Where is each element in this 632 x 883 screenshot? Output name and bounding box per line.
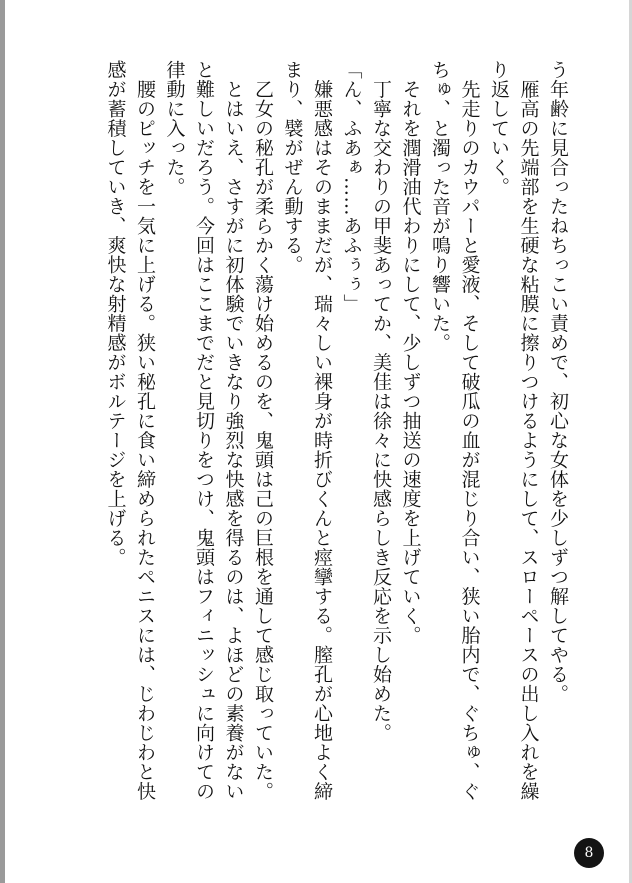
text-line: う年齢に見合ったねちっこい責めで、初心な女体を少しずつ解してやる。 <box>547 60 569 704</box>
text-line: 雁高の先端部を生硬な粘膜に擦りつけるようにして、スローペースの出し入れを繰 <box>517 60 540 801</box>
page-left-edge <box>0 0 5 883</box>
text-line: ちゅ、と濁った音が鳴り響いた。 <box>429 60 451 353</box>
text-line: まり、襞がぜん動する。 <box>281 60 304 275</box>
text-line: 律動に入った。 <box>163 60 186 197</box>
text-line: それを潤滑油代わりにして、少しずつ抽送の速度を上げていく。 <box>399 60 422 645</box>
text-line: 嫌悪感はそのままだが、瑞々しい裸身が時折びくんと痙攣する。膣孔が心地よく締 <box>311 60 333 801</box>
text-line: 先走りのカウパーと愛液、そして破瓜の血が混じり合い、狭い胎内で、ぐちゅ、ぐ <box>458 60 481 801</box>
text-line: 丁寧な交わりの甲斐あってか、美佳は徐々に快感らしき反応を示し始めた。 <box>370 60 392 743</box>
vertical-body-text <box>92 60 572 830</box>
text-line: 感が蓄積していき、爽快な射精感がボルテージを上げる。 <box>104 60 127 567</box>
text-line: 「ん、ふあぁ……あふぅぅ」 <box>340 60 363 314</box>
text-line: り返していく。 <box>488 60 510 197</box>
text-line: 腰のピッチを一気に上げる。狭い秘孔に食い締められたペニスには、じわじわと快 <box>134 60 156 801</box>
text-line: とはいえ、さすがに初体験でいきなり強烈な快感を得るのは、よほどの素養がない <box>222 60 245 801</box>
page-number-badge: 8 <box>574 838 604 868</box>
text-line: と難しいだろう。今回はここまでだと見切りをつけ、鬼頭はフィニッシュに向けての <box>193 60 215 801</box>
text-line: 乙女の秘孔が柔らかく蕩け始めるのを、鬼頭は己の巨根を通して感じ取っていた。 <box>252 60 274 801</box>
